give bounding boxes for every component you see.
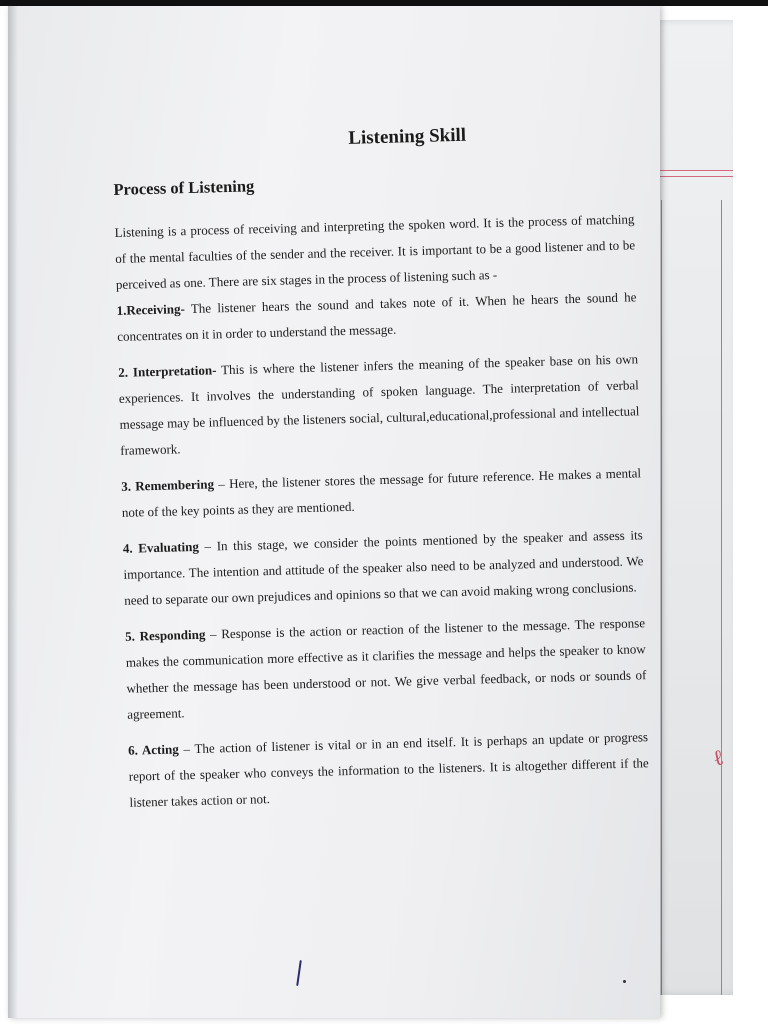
stage-paragraph (128, 724, 650, 816)
stage-label: 2. Interpretation- (118, 362, 217, 380)
stage-paragraph (123, 522, 645, 614)
stage-label: 4. Evaluating (122, 538, 200, 556)
handwritten-mark-icon: ℓ (710, 745, 727, 772)
stage-text: The listener hears the sound and takes note of it. When he hears the sound he concentrates on it in order to understand the message. (117, 289, 637, 344)
stage-label: 5. Responding (124, 626, 206, 644)
ink-dot (623, 980, 626, 983)
stage-paragraph (118, 346, 641, 464)
sheet-margin-line (721, 200, 722, 995)
document-page (8, 6, 660, 1018)
stage-text: – Here, the listener stores the message for future reference. He makes a mental note of the key points as they are mentioned. (121, 465, 642, 520)
section-heading: Process of Listening (113, 176, 255, 199)
stage-label: 6. Acting (127, 741, 179, 758)
stage-text: – The action of listener is vital or in an end itself. It is perhaps an update or progress report of the speaker who conveys the information to the listeners. It is altogether different if the listener takes action or not. (128, 729, 649, 810)
stage-paragraph (121, 460, 642, 526)
stage-label: 3. Remembering (121, 476, 215, 494)
page-content (112, 120, 650, 825)
stage-text: This is where the listener infers the meaning of the speaker base on his own experiences. It involves the understanding of spoken language. The interpretation of verbal message may be influenced by the listeners social, cultural,educational,professional and intellectual framework. (118, 351, 640, 458)
sheet-margin-line (661, 200, 662, 995)
stage-text: – Response is the action or reaction of the listener to the message. The response makes the communication more effective as it clarifies the message and helps the speaker to know whether the message has been understood or not. We give verbal feedback, or nods or sounds of agreement. (125, 615, 647, 722)
stage-text: – In this stage, we consider the points mentioned by the speaker and assess its importance. The intention and attitude of the speaker also need to be analyzed and understood. We need to separate our own prejudices and opinions so that we can avoid making wrong conclusions. (123, 527, 644, 608)
page-title: Listening Skill (348, 124, 467, 149)
sheet-rule-line (655, 170, 733, 171)
underlying-ruled-sheet (655, 20, 733, 995)
stage-paragraph (125, 610, 648, 728)
sheet-rule-line (655, 176, 733, 177)
stage-label: 1.Receiving- (116, 301, 186, 318)
intro-paragraph (114, 206, 637, 350)
intro-text: Listening is a process of receiving and interpreting the spoken word. It is the process of matching of the mental faculties of the sender and the receiver. It is important to be a good listener and to be perceived as one. There are six stages in the process of listening such as - (114, 211, 636, 292)
